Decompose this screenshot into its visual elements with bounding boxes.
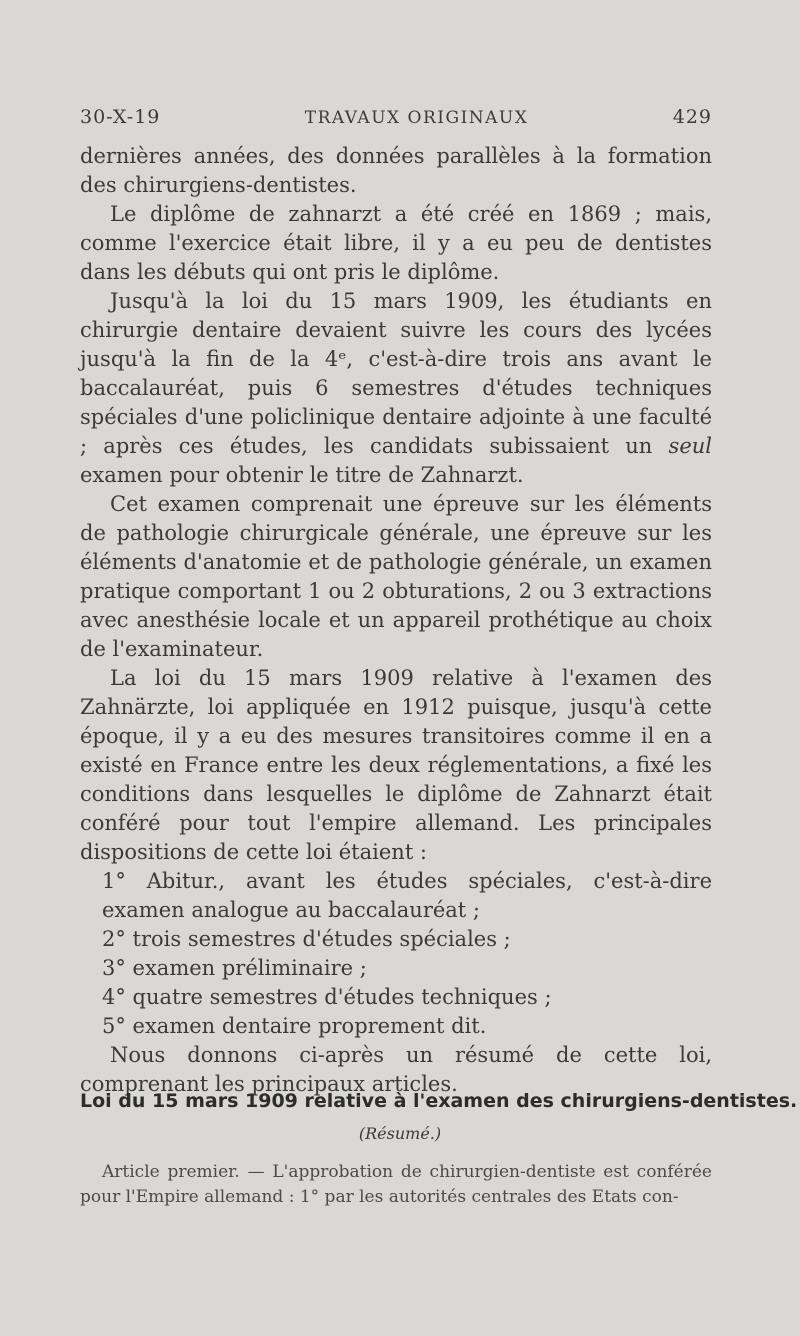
section-subtitle: (Résumé.) [358, 1124, 442, 1143]
paragraph-text: examen pour obtenir le titre de Zahnarzt. [80, 463, 524, 487]
paragraph-text: Jusqu'à la loi du 15 mars 1909, les étudiants en chirurgie dentaire devaient suivre les cours des lycées jusqu'à la fin de la 4ᵉ, c'est-à-dire trois ans avant le baccalauréat, puis 6 semestres d'études techniques spéciales d'une policlinique dentaire adjointe à une faculté ; après ces études, les candidats subissaient un [80, 289, 712, 458]
list-item: 5° examen dentaire proprement dit. [102, 1014, 487, 1038]
paragraph: dernières années, des données parallèles à la formation des chirurgiens-dentistes. [80, 144, 712, 197]
body-text [80, 142, 712, 1099]
header-date: 30-X-19 [80, 106, 161, 128]
list-item: 4° quatre semestres d'études techniques ; [102, 985, 552, 1009]
paragraph: La loi du 15 mars 1909 relative à l'examen des Zahnärzte, loi appliquée en 1912 puisque, jusqu'à cette époque, il y a eu des mesures transitoires comme il en a existé en France entre les deux réglementations, a fixé les conditions dans lesquelles le diplôme de Zahnarzt était conféré pour tout l'empire allemand. Les principales dispositions de cette loi étaient : [80, 666, 712, 864]
header-title: TRAVAUX ORIGINAUX [304, 108, 529, 128]
running-header [80, 106, 712, 128]
emphasis: seul [668, 434, 712, 458]
list-item: 3° examen préliminaire ; [102, 956, 367, 980]
paragraph: Le diplôme de zahnarzt a été créé en 1869 ; mais, comme l'exercice était libre, il y a eu peu de dentistes dans les débuts qui ont pris le diplôme. [80, 202, 712, 284]
paragraph: Nous donnons ci-après un résumé de cette loi, comprenant les principaux articles. [80, 1043, 712, 1096]
list-item: 2° trois semestres d'études spéciales ; [102, 927, 511, 951]
article-text [80, 1160, 712, 1210]
paragraph: Cet examen comprenait une épreuve sur les éléments de pathologie chirurgicale générale, une épreuve sur les éléments d'anatomie et de pathologie générale, un examen pratique comportant 1 ou 2 obturations, 2 ou 3 extractions avec anesthésie locale et un appareil prothétique au choix de l'examinateur. [80, 492, 712, 661]
list-item: 1° Abitur., avant les études spéciales, c'est-à-dire examen analogue au baccalauréat ; [102, 869, 712, 922]
article-paragraph: Article premier. — L'approbation de chirurgien-dentiste est conférée pour l'Empire allemand : 1° par les autorités centrales des Etats con- [80, 1162, 712, 1207]
paragraph [80, 287, 712, 490]
section-title: Loi du 15 mars 1909 relative à l'examen des chirurgiens-dentistes. [80, 1090, 798, 1112]
page-number: 429 [672, 106, 712, 128]
